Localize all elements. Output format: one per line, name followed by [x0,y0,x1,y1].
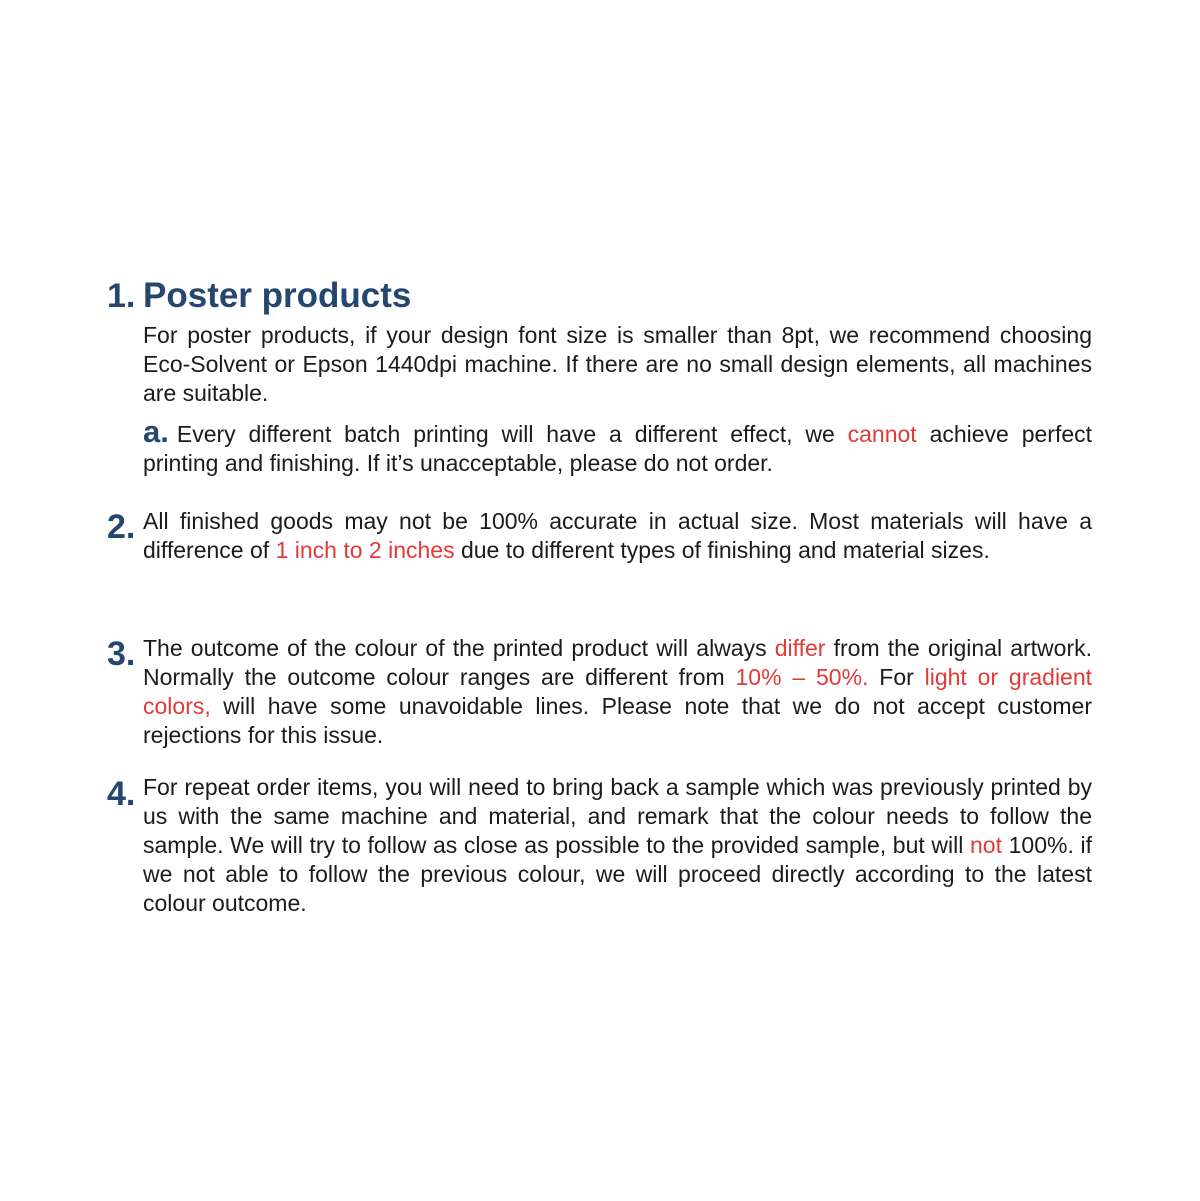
section-3-highlight-2: 10% – 50%. [735,664,869,690]
section-4-number: 4. [107,775,136,813]
sub-a-text-before: Every different batch printing will have a different effect, we [176,421,835,447]
section-2-body [143,507,1092,565]
section-4-text-before: For repeat order items, you will need to bring back a sample which was previously printed by us with the same machine and material, and remark that the colour needs to follow the sample. We will try to follow as close as possible to the provided sample, but will [143,774,1092,858]
section-3-text-4: will have some unavoidable lines. Please note that we do not accept customer rejections for this issue. [143,693,1092,748]
section-2-highlight: 1 inch to 2 inches [275,537,455,563]
section-4-highlight: not [970,832,1002,858]
section-1-number: 1. [107,277,136,315]
section-1-body: For poster products, if your design font size is smaller than 8pt, we recommend choosing Eco-Solvent or Epson 1440dpi machine. If there are no small design elements, all machines are suitable. [143,322,1092,406]
section-2-text-before: All finished goods may not be 100% accurate in actual size. Most materials will have a difference of [143,508,1092,563]
section-1-sub-a [143,414,1093,478]
section-3-text-2: from the original artwork. Normally the outcome colour ranges are different from [143,635,1092,690]
sub-a-highlight: cannot [847,421,917,447]
section-3-body [143,634,1092,750]
sub-a-text-after: achieve perfect printing and finishing. If it’s unacceptable, please do not order. [143,421,1093,476]
section-3-text-3: For [879,664,914,690]
section-4-text-after: 100%. if we not able to follow the previous colour, we will proceed directly according to the latest colour outcome. [143,832,1093,916]
section-3-number: 3. [107,635,136,673]
section-2-text-after: due to different types of finishing and material sizes. [460,537,990,563]
sub-a-letter: a. [143,414,169,449]
section-4-body [143,773,1092,918]
section-3-text-1: The outcome of the colour of the printed product will always [143,635,767,661]
section-3-highlight-3: light or gradient colors, [143,664,1093,719]
section-3-highlight-1: differ [774,635,826,661]
section-1-title: Poster products [143,276,412,315]
section-2-number: 2. [107,508,136,546]
